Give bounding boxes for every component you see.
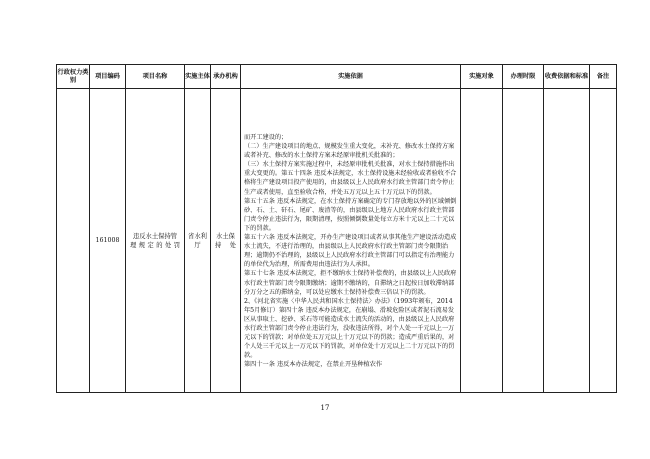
basis-line: 第五十六条 违反本法规定，开办生产建设项目或者从事其他生产建设活动造成水土流失，不进行治理的，由县级以上人民政府水行政主管部门责令限期治理；逾期仍不治理的，县级以上人民政府水行政主管部门可以指定有治理能力的单位代为治理，所需费用由违法行为人承担。 [244,234,457,269]
header-subject: 实施主体 [185,65,211,89]
cell-time-limit [503,89,544,393]
table-row [57,89,617,393]
header-target: 实施对象 [461,65,503,89]
basis-line: （二）生产建设项目的地点、规模发生重大变化，未补充、修改水土保持方案或者补充、修改的水土保持方案未经原审批机关批准的； [244,143,455,160]
administrative-power-table [56,64,617,393]
cell-agency: 水土保持处 [211,89,241,393]
basis-line: 第五十五条 违反本法规定，在水土保持方案确定的专门存放地以外的区域倾倒砂、石、土、矸石、尾矿、废渣等的，由县级以上地方人民政府水行政主管部门责令停止违法行为，限期清理，按照倾倒数量处每立方米十元以上二十元以下的罚款。 [244,197,457,232]
header-time-limit: 办理时限 [503,65,544,89]
cell-basis [241,89,461,393]
cell-note [590,89,617,393]
header-fee: 收费依据和标准 [544,65,590,89]
cell-target [461,89,503,393]
header-name: 项目名称 [126,65,185,89]
basis-line: 而开工建设的； [244,134,288,141]
basis-line: 第四十一条 违反本办法规定，在禁止开垦种植农作 [244,361,383,369]
cell-name: 违反水土保持管理规定的处罚 [126,89,185,393]
header-agency: 承办机构 [211,65,241,89]
header-basis: 实施依据 [241,65,461,89]
header-category: 行政权力类别 [57,65,90,89]
cell-fee [544,89,590,393]
page-number: 17 [320,404,330,412]
basis-line: 第五十七条 违反本法规定，拒不缴纳水土保持补偿费的，由县级以上人民政府水行政主管部门责令限期缴纳；逾期不缴纳的，自滞纳之日起按日加收滞纳部分万分之五的滞纳金，可以处应缴水土保持补偿费三倍以下的罚款。 [244,270,457,296]
cell-category [57,89,90,393]
header-code: 项目编码 [90,65,126,89]
cell-subject: 省水利厅 [185,89,211,393]
cell-code: 161008 [90,89,126,393]
table-header-row [57,65,617,89]
basis-line: （三）水土保持方案实施过程中，未经原审批机关批准，对水土保持措施作出重大变更的。第五十四条 违反本法规定，水土保持设施未经验收或者验收不合格将生产建设项目投产使用的，由县级以上人民政府水行政主管部门责令停止生产或者使用，直至验收合格，并处五万元以上五十万元以下的罚款。 [244,161,457,196]
header-note: 备注 [590,65,617,89]
basis-line: 2、《河北省实施〈中华人民共和国水土保持法〉办法》（1993年颁布，2014年5月修订）第四十条 违反本办法规定，在崩塌、滑坡危险区或者泥石流易发区从事取土、挖砂、采石等可能造成水土流失的活动的，由县级以上人民政府水行政主管部门责令停止违法行为，没收违法所得，对个人处一千元以上一万元以下的罚款；对单位处五万元以上十万元以下的罚款；造成严重后果的，对个人处三千元以上一万元以下的罚款，对单位处十万元以上二十万元以下的罚款。 [244,297,455,360]
